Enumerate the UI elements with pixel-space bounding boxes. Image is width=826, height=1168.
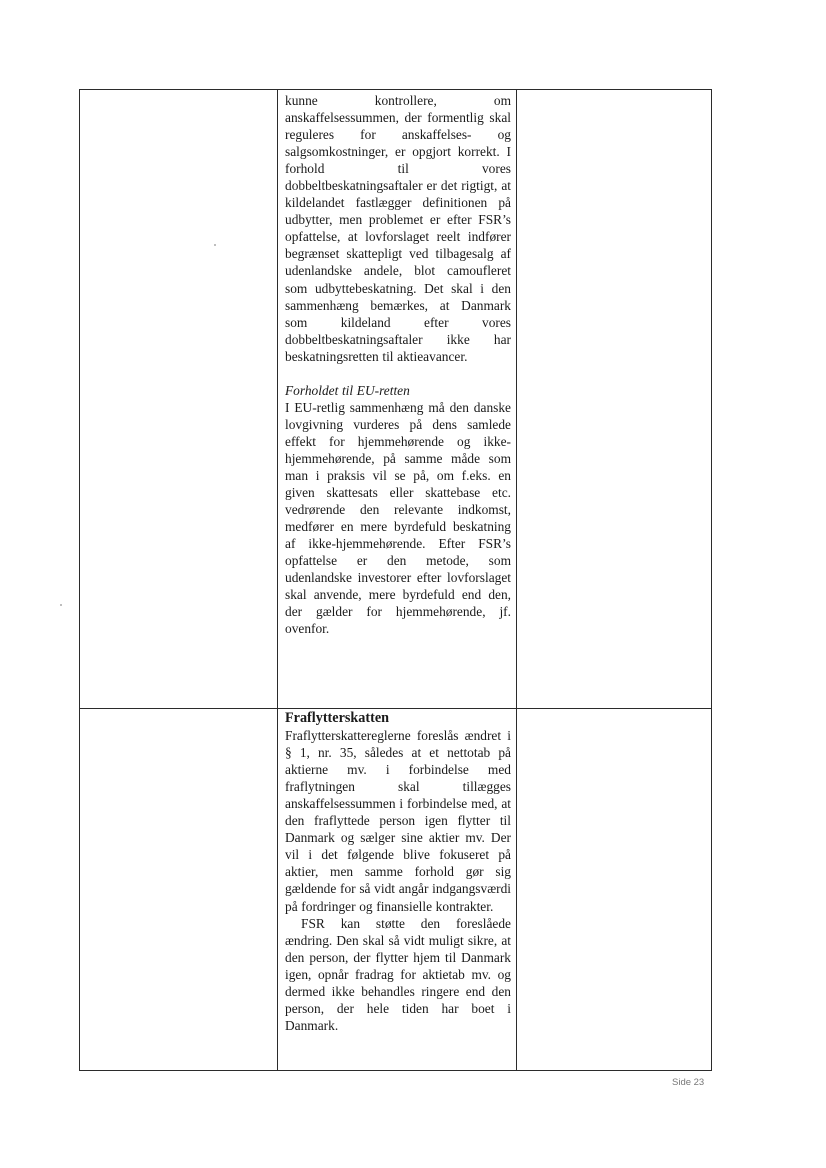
page-number: Side 23: [672, 1077, 705, 1088]
row1-comment-cell: [285, 92, 511, 637]
exit-tax-heading: Fraflytterskatten: [285, 710, 390, 726]
row2-paragraph-2: FSR kan støtte den foreslåede ændring. Den skal så vidt muligt sikre, at den person, der flytter hjem til Danmark igen, opnår fradrag for aktietab mv. og dermed ikke behandles ringere end den person, der hele tiden har boet i Danmark.: [285, 915, 511, 1033]
row-divider: [80, 708, 711, 709]
scan-speck: [214, 244, 216, 246]
comment-table: [79, 89, 712, 1071]
row2-comment-cell: [285, 710, 511, 1034]
eu-law-subheading: Forholdet til EU-retten: [285, 382, 410, 398]
column-divider-left: [277, 90, 278, 1070]
row1-paragraph-2: I EU-retlig sammenhæng må den danske lovgivning vurderes på dens samlede effekt for hjemmehørende og ikke-hjemmehørende, på samme måde som man i praksis vil se på, om f.eks. en given skattesats eller skattebase etc. vedrørende den relevante indkomst, medfører en mere byrdefuld beskatning af ikke-hjemmehørende. Efter FSR’s opfattelse er den metode, som udenlandske investorer efter lovforslaget skal anvende, mere byrdefuld end den, der gælder for hjemmehørende, jf. ovenfor.: [285, 399, 511, 637]
row1-paragraph-1: kunne kontrollere, om anskaffelsessummen, der formentlig skal reguleres for anskaffelses- og salgsomkostninger, er opgjort korrekt. I forhold til vores dobbeltbeskatningsaftaler er det rigtigt, at kildelandet fastlægger definitionen på udbytter, men problemet er efter FSR’s opfattelse, at lovforslaget reelt indfører begrænset skattepligt ved tilbagesalg af udenlandske andele, blot camoufleret som udbyttebeskatning. Det skal i den sammenhæng bemærkes, at Danmark som kildeland efter vores dobbeltbeskatningsaftaler ikke har beskatningsretten til aktieavancer.: [285, 93, 511, 364]
scan-speck: [60, 604, 62, 606]
column-divider-right: [516, 90, 517, 1070]
row2-paragraph-1: Fraflytterskattereglerne foreslås ændret i § 1, nr. 35, således at et nettotab på aktierne mv. i forbindelse med fraflytningen skal tillægges anskaffelsessummen i forbindelse med, at den fraflyttede person igen flytter til Danmark og sælger sine aktier mv. Der vil i det følgende blive fokuseret på aktier, men samme forhold gør sig gældende for så vidt angår indgangsværdi på fordringer og finansielle kontrakter.: [285, 728, 511, 914]
